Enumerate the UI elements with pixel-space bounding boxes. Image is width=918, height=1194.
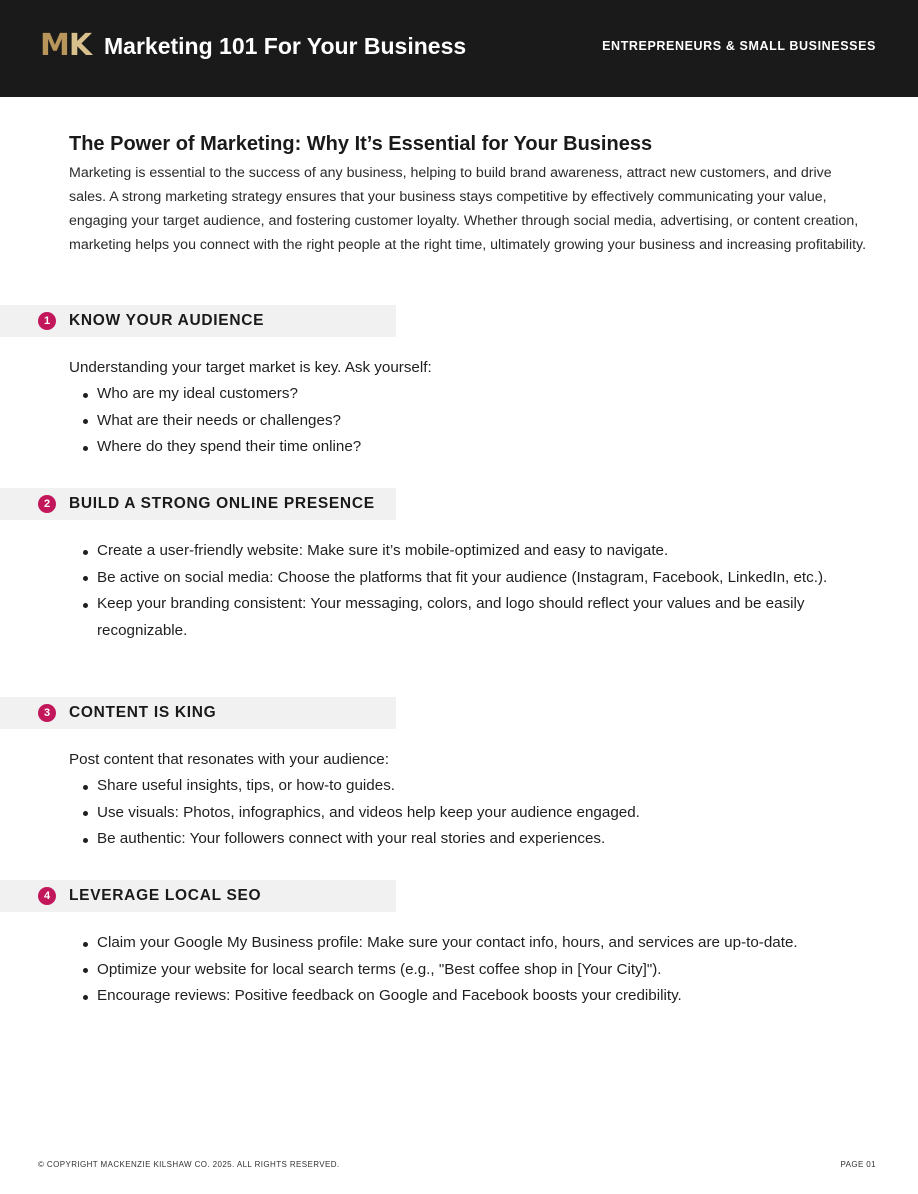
- section-lead: Understanding your target market is key. Ask yourself:: [69, 359, 432, 376]
- list-item: Optimize your website for local search terms (e.g., "Best coffee shop in [Your City]").: [69, 957, 869, 984]
- section-title: LEVERAGE LOCAL SEO: [69, 887, 262, 904]
- page-header: [0, 0, 918, 97]
- list-item: Encourage reviews: Positive feedback on Google and Facebook boosts your credibility.: [69, 983, 869, 1010]
- section-header-4: [0, 880, 396, 912]
- document-title: Marketing 101 For Your Business: [104, 33, 467, 59]
- section-bullet-list: [69, 773, 869, 853]
- section-bullet-list: [69, 930, 869, 1010]
- list-item: Where do they spend their time online?: [69, 434, 869, 461]
- section-number-badge: 3: [38, 704, 56, 722]
- list-item: Be authentic: Your followers connect with your real stories and experiences.: [69, 826, 869, 853]
- list-item: Keep your branding consistent: Your messaging, colors, and logo should reflect your values and be easily recognizable.: [69, 591, 869, 644]
- section-number-badge: 1: [38, 312, 56, 330]
- list-item: Who are my ideal customers?: [69, 381, 869, 408]
- list-item: Share useful insights, tips, or how-to guides.: [69, 773, 869, 800]
- list-item: Use visuals: Photos, infographics, and videos help keep your audience engaged.: [69, 800, 869, 827]
- intro-paragraph: Marketing is essential to the success of any business, helping to build brand awareness, attract new customers, and drive sales. A strong marketing strategy ensures that your business stays competitive by effectively communicating your value, engaging your target audience, and fostering customer loyalty. Whether through social media, advertising, or content creation, marketing helps you connect with the right people at the right time, ultimately growing your business and increasing profitability.: [69, 165, 867, 253]
- brand-logo: MK: [40, 28, 92, 63]
- header-tagline: ENTREPRENEURS & SMALL BUSINESSES: [602, 39, 876, 53]
- intro-heading: The Power of Marketing: Why It’s Essential for Your Business: [69, 133, 653, 155]
- section-header-1: [0, 305, 396, 337]
- section-title: BUILD A STRONG ONLINE PRESENCE: [69, 495, 375, 512]
- section-lead: Post content that resonates with your audience:: [69, 751, 389, 768]
- section-header-3: [0, 697, 396, 729]
- list-item: Create a user-friendly website: Make sure it’s mobile-optimized and easy to navigate.: [69, 538, 869, 565]
- list-item: Claim your Google My Business profile: Make sure your contact info, hours, and services are up-to-date.: [69, 930, 869, 957]
- section-number-badge: 4: [38, 887, 56, 905]
- list-item: Be active on social media: Choose the platforms that fit your audience (Instagram, Facebook, LinkedIn, etc.).: [69, 565, 869, 592]
- section-number-badge: 2: [38, 495, 56, 513]
- copyright-notice: © COPYRIGHT MACKENZIE KILSHAW CO. 2025. ALL RIGHTS RESERVED.: [38, 1160, 340, 1169]
- page-number: PAGE 01: [840, 1160, 876, 1169]
- list-item: What are their needs or challenges?: [69, 408, 869, 435]
- section-header-2: [0, 488, 396, 520]
- section-title: KNOW YOUR AUDIENCE: [69, 312, 265, 329]
- section-bullet-list: [69, 381, 869, 461]
- section-bullet-list: [69, 538, 869, 644]
- section-title: CONTENT IS KING: [69, 704, 217, 721]
